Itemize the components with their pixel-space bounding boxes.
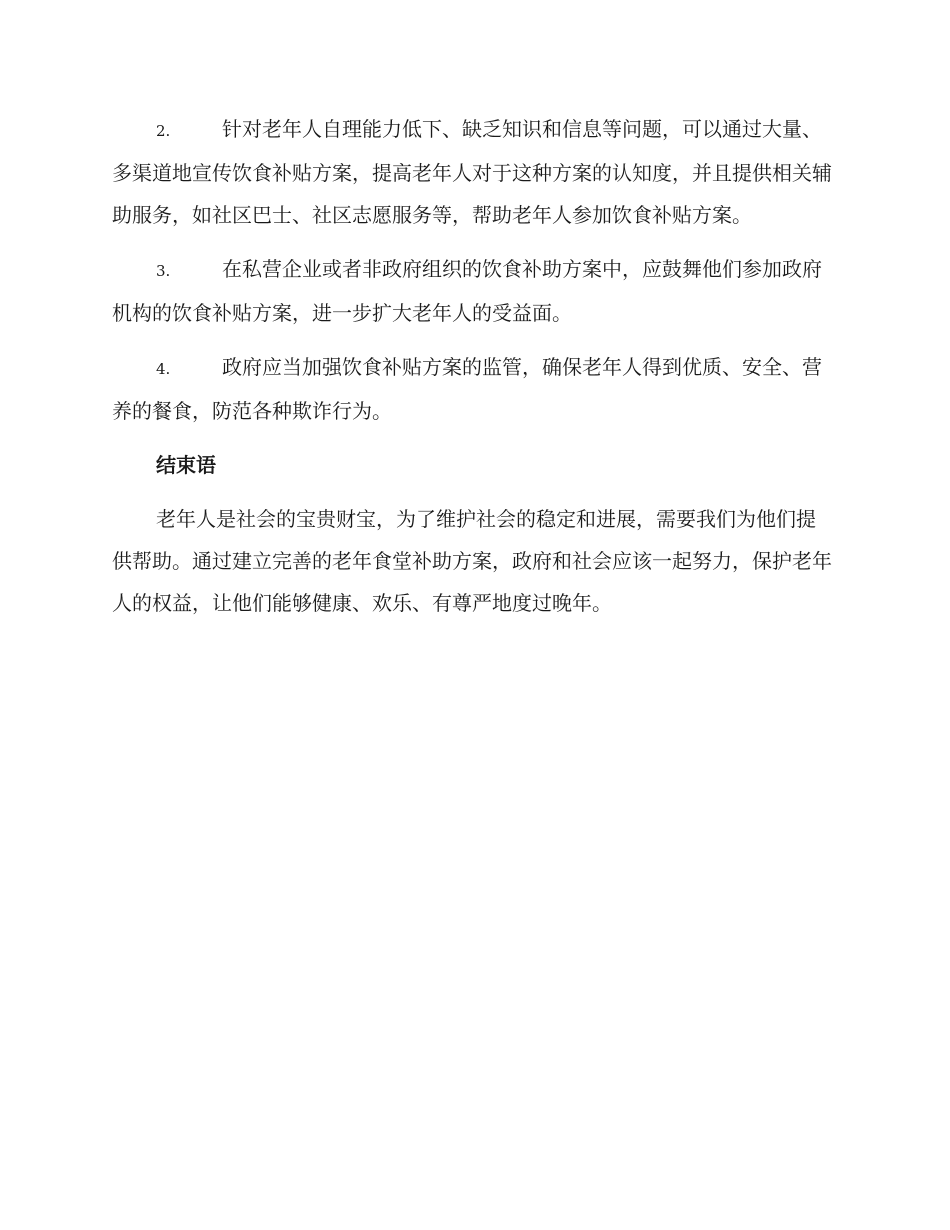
list-item-text: 在私营企业或者非政府组织的饮食补助方案中，应鼓舞他们参加政府机构的饮食补贴方案，进一步扩大老年人的受益面。 (112, 257, 822, 325)
list-item-4 (112, 346, 834, 432)
list-item-text: 政府应当加强饮食补贴方案的监管，确保老年人得到优质、安全、营养的餐食，防范各种欺诈行为。 (112, 355, 822, 423)
conclusion-heading: 结束语 (156, 453, 216, 477)
list-item-2 (112, 108, 834, 236)
list-number: 2. (156, 122, 171, 140)
list-number: 3. (156, 262, 171, 280)
document-content (112, 108, 834, 624)
list-item-3 (112, 248, 834, 334)
list-number: 4. (156, 360, 171, 378)
conclusion-paragraph: 老年人是社会的宝贵财宝，为了维护社会的稳定和进展，需要我们为他们提供帮助。通过建立完善的老年食堂补助方案，政府和社会应该一起努力，保护老年人的权益，让他们能够健康、欢乐、有尊严地度过晚年。 (112, 507, 832, 615)
list-item-text: 针对老年人自理能力低下、缺乏知识和信息等问题，可以通过大量、多渠道地宣传饮食补贴方案，提高老年人对于这种方案的认知度，并且提供相关辅助服务，如社区巴士、社区志愿服务等，帮助老年人参加饮食补贴方案。 (112, 117, 832, 227)
